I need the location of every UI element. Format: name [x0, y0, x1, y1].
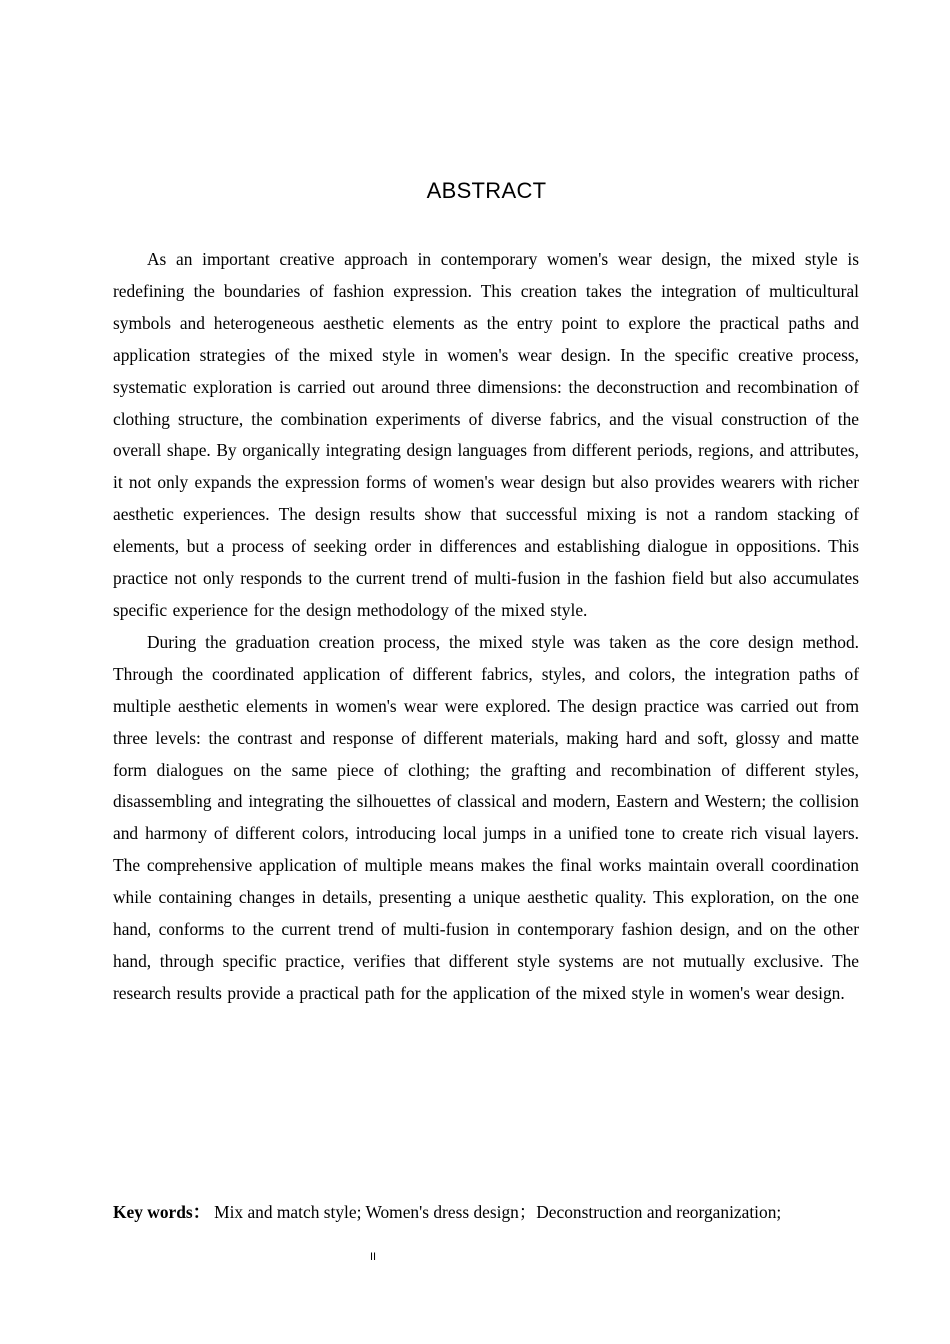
abstract-paragraph: During the graduation creation process, the mixed style was taken as the core design method. Through the coordinated application of different fabrics, styles, and colors, the integration paths of multiple aesthetic elements in women's wear were explored. The design practice was carried out from three levels: the contrast and response of different materials, making hard and soft, glossy and matte form dialogues on the same piece of clothing; the grafting and recombination of different styles, disassembling and integrating the silhouettes of classical and modern, Eastern and Western; the collision and harmony of different colors, introducing local jumps in a unified tone to create rich visual layers. The comprehensive application of multiple means makes the final works maintain overall coordination while containing changes in details, presenting a unique aesthetic quality. This exploration, on the one hand, conforms to the current trend of multi-fusion in contemporary fashion design, and on the other hand, through specific practice, verifies that different style systems are not mutually exclusive. The research results provide a practical path for the application of the mixed style in women's wear design.	[113, 631, 859, 1003]
page-title: ABSTRACT	[426, 178, 547, 203]
keywords-line	[113, 1197, 859, 1229]
abstract-paragraph: As an important creative approach in contemporary women's wear design, the mixed style is redefining the boundaries of fashion expression. This creation takes the integration of multicultural symbols and heterogeneous aesthetic elements as the entry point to explore the practical paths and application strategies of the mixed style in women's wear design. In the specific creative process, systematic exploration is carried out around three dimensions: the deconstruction and recombination of clothing structure, the combination experiments of diverse fabrics, and the visual construction of the overall shape. By organically integrating design languages from different periods, regions, and attributes, it not only expands the expression forms of women's wear design but also provides wearers with richer aesthetic experiences. The design results show that successful mixing is not a random stacking of elements, but a process of seeking order in differences and establishing dialogue in oppositions. This practice not only responds to the current trend of multi-fusion in the fashion field but also accumulates specific experience for the design methodology of the mixed style.	[113, 249, 859, 620]
abstract-body	[113, 244, 859, 1010]
keywords-label: Key words	[113, 1202, 193, 1222]
keywords-separator: ：	[192, 1202, 211, 1222]
keywords-text: Mix and match style; Women's dress design；Deconstruction and reorganization;	[214, 1202, 782, 1222]
page-number: II	[370, 1251, 377, 1263]
